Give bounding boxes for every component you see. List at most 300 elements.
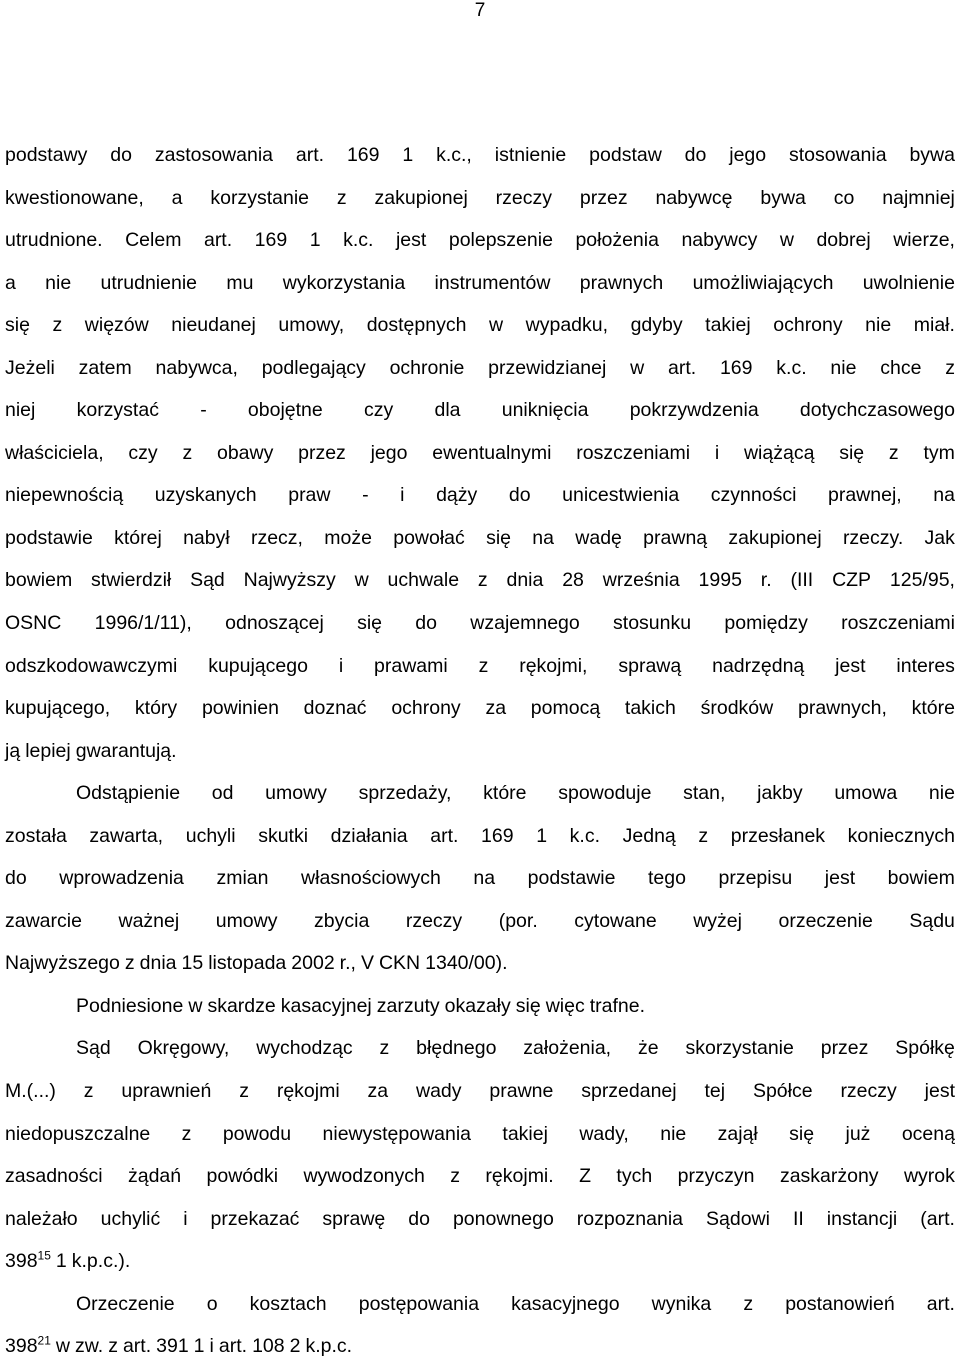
word: nie <box>928 782 955 805</box>
word: uprawnień <box>121 1080 212 1103</box>
word: podstaw <box>589 144 662 166</box>
word: przewidzianej <box>488 356 607 379</box>
word: Sąd <box>76 1037 111 1060</box>
word: przepisu <box>718 867 793 890</box>
word: 1 <box>536 824 548 847</box>
word: 1340/00). <box>425 952 508 975</box>
word: obawy <box>216 441 274 464</box>
word: co <box>833 186 855 209</box>
text-line <box>5 942 955 985</box>
word: z <box>945 356 955 379</box>
word: dostępnych <box>366 314 467 337</box>
text-line <box>5 1325 955 1368</box>
word: okazały <box>444 994 511 1017</box>
word: II <box>792 1207 804 1230</box>
word: jakby <box>757 782 803 805</box>
word: z <box>478 654 489 677</box>
word: rzeczy. <box>842 526 904 549</box>
word: tego <box>648 867 686 890</box>
word: Najwyższego <box>5 952 120 975</box>
word: i <box>183 1207 188 1230</box>
word: Celem <box>125 229 182 252</box>
word: r., <box>339 952 356 975</box>
word: spowoduje <box>558 782 652 805</box>
word: się <box>515 994 541 1017</box>
word: jest <box>835 654 866 677</box>
word: powódki <box>206 1165 279 1188</box>
word: za <box>367 1080 389 1103</box>
word: czy <box>128 441 158 464</box>
word: z <box>888 441 899 464</box>
word: istnienie <box>494 144 567 166</box>
word: niedopuszczalne <box>5 1122 151 1145</box>
word: zatem <box>78 356 132 379</box>
word: w <box>630 356 645 379</box>
word: wyżej <box>693 909 742 932</box>
word: wady, <box>579 1122 629 1145</box>
word: pokrzywdzenia <box>629 399 759 422</box>
word: art. <box>667 356 697 379</box>
word: do <box>408 1207 430 1230</box>
word: kwestionowane, <box>5 186 144 209</box>
word: Spółce <box>752 1080 813 1103</box>
text-line <box>5 474 955 517</box>
word: 1995 <box>698 569 742 592</box>
word: postępowania <box>358 1292 480 1315</box>
word: bowiem <box>887 867 955 890</box>
word: które <box>911 697 955 720</box>
superscript: 21 <box>37 1333 51 1348</box>
word: korzystanie <box>210 186 310 209</box>
word: z <box>450 1165 461 1188</box>
word: CZP <box>832 569 872 592</box>
paragraph <box>5 134 955 772</box>
word: Najwyższy <box>243 569 336 592</box>
word: wprowadzenia <box>59 867 184 890</box>
word: zarzuty <box>376 994 440 1017</box>
word: (art. <box>920 1207 955 1230</box>
word: 169 <box>254 229 288 252</box>
word: instancji <box>826 1207 898 1230</box>
word: założenia, <box>523 1037 612 1060</box>
text-line <box>5 815 955 858</box>
word: art. <box>430 824 459 847</box>
word: zakupionej <box>728 526 822 549</box>
word: a <box>171 186 183 209</box>
word: umowy, <box>278 314 345 337</box>
word: art. <box>203 229 233 252</box>
text-line <box>5 219 955 262</box>
word: więc <box>545 994 585 1017</box>
word: właściciela, <box>5 441 104 464</box>
word: pomocą <box>530 697 601 720</box>
word: umożliwiających <box>692 271 834 294</box>
word: w <box>779 229 794 252</box>
word: Z <box>579 1165 592 1188</box>
word: cytowane <box>574 909 657 932</box>
word: kasacyjnego <box>511 1292 620 1315</box>
word: koniecznych <box>847 824 955 847</box>
word: nabywca, <box>155 356 238 379</box>
word: nieudanej <box>171 314 256 337</box>
word: dnia <box>139 952 177 975</box>
word: uwolnienie <box>862 271 955 294</box>
word: lepiej <box>25 739 71 762</box>
word: rękojmi, <box>519 654 588 677</box>
word: zasadności <box>5 1165 103 1188</box>
word: w <box>489 314 504 337</box>
word: się <box>486 526 511 549</box>
word: wiążącą <box>743 441 815 464</box>
word: 28 <box>562 569 584 592</box>
word: Spółkę <box>895 1037 955 1060</box>
word: skardze <box>207 994 276 1017</box>
word: art. <box>295 144 325 166</box>
word: a <box>5 271 16 294</box>
word: 1 <box>309 229 321 252</box>
word: Odstąpienie <box>76 782 181 805</box>
word: dąży <box>436 484 478 507</box>
word: doznać <box>303 697 367 720</box>
word: więzów <box>84 314 149 337</box>
word: od <box>211 782 234 805</box>
word: i <box>209 1335 214 1358</box>
word: prawami <box>374 654 448 677</box>
word: 1 <box>193 1335 205 1358</box>
word: utrudnione. <box>5 229 103 252</box>
word: przekazać <box>210 1207 300 1230</box>
word: odszkodowawczymi <box>5 654 178 677</box>
word: zawarta, <box>89 824 164 847</box>
word: czynności <box>710 484 797 507</box>
word: orzeczenie <box>778 909 873 932</box>
word: niepewnością <box>5 484 124 507</box>
word: rzeczy <box>840 1080 897 1103</box>
word: stosunku <box>613 612 692 635</box>
word: września <box>602 569 680 592</box>
word: Jeżeli <box>5 356 55 379</box>
word: przesłanek <box>730 824 826 847</box>
word: nie <box>865 314 892 337</box>
word: 391 <box>156 1335 189 1358</box>
word: gdyby <box>630 314 683 337</box>
word: $398^{15}$ <box>5 1248 51 1273</box>
word: z <box>52 314 63 337</box>
word: tym <box>923 441 955 464</box>
text-line <box>5 900 955 943</box>
word: ochrony <box>391 697 461 720</box>
word: tych <box>616 1165 653 1188</box>
word: zaskarżony <box>779 1165 879 1188</box>
word: dla <box>434 399 461 422</box>
word: powinien <box>201 697 279 720</box>
word: nadrzędną <box>712 654 805 677</box>
word: z <box>181 1122 192 1145</box>
word: na <box>532 526 554 549</box>
word: k.p.c. <box>305 1335 353 1358</box>
word: nie <box>45 271 72 294</box>
word: Jedną <box>622 824 676 847</box>
word: rozpoznania <box>576 1207 684 1230</box>
word: 169 <box>719 356 753 379</box>
word: już <box>845 1122 871 1145</box>
word: 15 <box>181 952 204 975</box>
word: takich <box>624 697 676 720</box>
word: prawnej, <box>828 484 902 507</box>
word: 1996/1/11), <box>94 612 192 635</box>
word: na <box>473 867 496 890</box>
text-line <box>5 687 955 730</box>
word: zajął <box>717 1122 758 1145</box>
word: własnościowych <box>301 867 441 890</box>
word: wady <box>416 1080 462 1103</box>
word: k.c. <box>776 356 807 379</box>
word: niej <box>5 399 36 422</box>
word: z <box>124 952 135 975</box>
word: M.(...) <box>5 1080 56 1103</box>
page-number: 7 <box>474 0 486 21</box>
word: najmniej <box>882 186 955 209</box>
word: jego <box>729 144 767 166</box>
word: niewystępowania <box>322 1122 472 1145</box>
word: gwarantują. <box>75 739 177 762</box>
word: 2 <box>289 1335 301 1358</box>
paragraph <box>5 772 955 985</box>
word: rękojmi. <box>485 1165 554 1188</box>
paragraph <box>5 1283 955 1368</box>
text-line <box>5 1113 955 1156</box>
word: ponownego <box>452 1207 554 1230</box>
word: uchwale <box>387 569 460 592</box>
text-line <box>5 1198 955 1241</box>
word: wynika <box>651 1292 712 1315</box>
word: Podniesione <box>76 994 184 1017</box>
word: art. <box>926 1292 955 1315</box>
word: z <box>83 1080 94 1103</box>
word: czy <box>363 399 394 422</box>
word: ważnej <box>118 909 180 932</box>
word: wyrok <box>903 1165 955 1188</box>
word: (III <box>790 569 814 592</box>
word: rękojmi <box>276 1080 340 1103</box>
word: Okręgowy, <box>137 1037 230 1060</box>
word: i <box>400 484 405 507</box>
word: r. <box>760 569 772 592</box>
text-line <box>5 1240 955 1283</box>
word: obojętne <box>247 399 323 422</box>
word: należało <box>5 1207 78 1230</box>
word: zakupionej <box>374 186 468 209</box>
word: stwierdził <box>91 569 172 592</box>
word: polepszenie <box>448 229 553 252</box>
word: nie <box>830 356 857 379</box>
word: której <box>114 526 162 549</box>
word: uchylić <box>100 1207 161 1230</box>
word: zw. <box>75 1335 104 1358</box>
word: trafne. <box>589 994 645 1017</box>
word: takiej <box>502 1122 548 1145</box>
word: przez <box>298 441 346 464</box>
word: z <box>108 1335 118 1358</box>
word: nie <box>660 1122 687 1145</box>
word: położenia <box>575 229 659 252</box>
word: wzajemnego <box>470 612 580 635</box>
word: Jak <box>924 526 955 549</box>
word: jest <box>395 229 427 252</box>
word: podstawie <box>5 526 93 549</box>
word: w <box>188 994 203 1017</box>
word: jego <box>370 441 408 464</box>
word: który <box>134 697 178 720</box>
word: interes <box>896 654 955 677</box>
word: ją <box>5 739 21 762</box>
word: działania <box>330 824 408 847</box>
word: się <box>5 314 30 337</box>
word: w <box>354 569 369 592</box>
word: miał. <box>913 314 955 337</box>
word: przez <box>579 186 628 209</box>
word: podlegający <box>261 356 366 379</box>
word: umowa <box>834 782 898 805</box>
word: k.p.c.). <box>71 1250 131 1273</box>
text-line <box>5 645 955 688</box>
word: powodu <box>222 1122 292 1145</box>
word: do <box>508 484 531 507</box>
word: prawną <box>643 526 708 549</box>
word: za <box>485 697 507 720</box>
word: które <box>483 782 527 805</box>
word: zawarcie <box>5 909 82 932</box>
word: sprzedaży, <box>358 782 452 805</box>
word: o <box>206 1292 218 1315</box>
text-line <box>5 347 955 390</box>
word: się <box>357 612 382 635</box>
word: stan, <box>683 782 726 805</box>
paragraph <box>5 985 955 1028</box>
word: - <box>362 484 369 507</box>
word: sprawę <box>322 1207 386 1230</box>
word: rzecz, <box>250 526 303 549</box>
text-line <box>5 262 955 305</box>
word: powołać <box>393 526 465 549</box>
word: skorzystanie <box>685 1037 794 1060</box>
word: dobrej <box>816 229 871 252</box>
word: w <box>55 1335 70 1358</box>
word: podstawie <box>527 867 616 890</box>
word: z <box>477 569 488 592</box>
word: przyczyn <box>677 1165 755 1188</box>
word: do <box>5 867 27 890</box>
word: jest <box>824 867 856 890</box>
word: ewentualnymi <box>432 441 552 464</box>
word: 169 <box>346 144 380 166</box>
word: się <box>789 1122 815 1145</box>
text-line <box>5 1027 955 1070</box>
word: 1 <box>402 144 414 166</box>
word: kupującego <box>208 654 308 677</box>
word: pomiędzy <box>724 612 808 635</box>
text-line <box>5 730 955 773</box>
word: V <box>360 952 374 975</box>
word: może <box>324 526 372 549</box>
word: Sądowi <box>706 1207 770 1230</box>
word: bowiem <box>5 569 73 592</box>
text-line <box>5 985 955 1028</box>
word: nabywcy <box>681 229 758 252</box>
paragraph <box>5 1027 955 1282</box>
word: umowy <box>215 909 278 932</box>
text-line <box>5 134 955 177</box>
word: zastosowania <box>154 144 273 166</box>
word: z <box>239 1080 249 1103</box>
word: wadę <box>575 526 622 549</box>
word: 1 <box>55 1250 67 1273</box>
word: kupującego, <box>5 697 111 720</box>
word: korzystać <box>76 399 159 422</box>
word: umowy <box>265 782 327 805</box>
word: Sąd <box>190 569 225 592</box>
word: 108 <box>252 1335 285 1358</box>
text-line <box>5 304 955 347</box>
text-line <box>5 772 955 815</box>
word: - <box>200 399 207 422</box>
word: z <box>336 186 347 209</box>
word: zmian <box>216 867 269 890</box>
word: CKN <box>378 952 421 975</box>
word: rzeczy <box>405 909 463 932</box>
word: wierze, <box>893 229 955 252</box>
word: kasacyjnej <box>280 994 372 1017</box>
word: że <box>637 1037 659 1060</box>
word: oceną <box>901 1122 955 1145</box>
word: skutki <box>258 824 309 847</box>
word: ochronie <box>389 356 465 379</box>
word: k.c. <box>343 229 374 252</box>
word: prawne <box>489 1080 554 1103</box>
word: została <box>5 824 67 847</box>
word: żądań <box>127 1165 182 1188</box>
word: do <box>110 144 132 166</box>
word: podstawy <box>5 144 88 166</box>
word: bywa <box>909 144 955 166</box>
word: Orzeczenie <box>76 1292 175 1315</box>
word: rzeczy <box>495 186 553 209</box>
word: z <box>743 1292 754 1315</box>
word: praw <box>288 484 331 507</box>
word: i <box>338 654 344 677</box>
word: wykorzystania <box>282 271 406 294</box>
word: bywa <box>760 186 806 209</box>
word: wychodząc <box>256 1037 353 1060</box>
word: przez <box>820 1037 869 1060</box>
word: środków <box>700 697 774 720</box>
word: do <box>684 144 707 166</box>
word: na <box>933 484 955 507</box>
word: ochrony <box>773 314 843 337</box>
text-line <box>5 177 955 220</box>
word: nabywcę <box>655 186 733 209</box>
word: chce <box>880 356 922 379</box>
word: art. <box>122 1335 152 1358</box>
word: prawnych, <box>798 697 887 720</box>
word: 125/95, <box>889 569 955 592</box>
word: z <box>698 824 709 847</box>
text-line <box>5 1283 955 1326</box>
superscript: 15 <box>37 1248 51 1263</box>
word: Sądu <box>909 909 955 932</box>
word: wypadku, <box>525 314 609 337</box>
text-line <box>5 1070 955 1113</box>
